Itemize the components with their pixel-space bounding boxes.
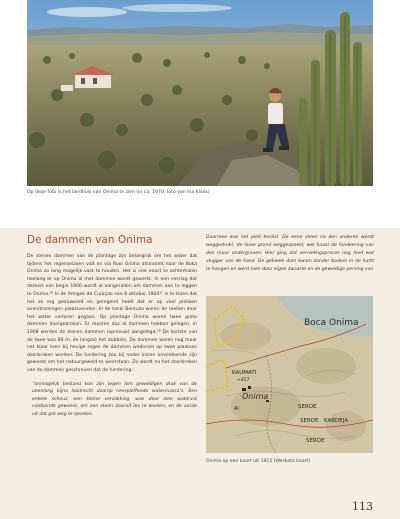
body-paragraph: De stenen dammen van de plantage zijn belangrijk om het water dat tijdens het regenseizoen valt en via Rooi Onima afstroomt naar de Boka Onima zo lang mogelijk vast te houden. Het is niet exact te achterhalen hoelang er op Onima al met dammen wordt gewerkt. In een verslag dat dateert van begin 1900 wordt al aangeraden om dammen aan te leggen te Onima.¹⁶ In de Amigoe de Curaçao van 8 oktober 1904¹⁷ is te lezen dat het zo erg geonweerd en geregend heeft dat er op veel plekken overstromingen plaatsvonden. In de tanki Bentuza waren de teelten door het water verloren gegaan. Op plantage Onima waren twee grote dammen doorgebroken. Er moeten dus al dammen hebben gelegen. In 1908 werden de stenen dammen (opnieuw) aangelegd.¹⁸ De kortste van de twee was 80 m, de langste het dubbele. De dammen waren nog maar net klaar toen bij hevige regen de dammen wederom op twee plaatsen doorbraken werden. De fundering zou bij nader inzien onvoldoende zijn geweest om het natuurgeweld te weerstaan. Zo wordt na het doorbreken van de dammen geschreven dat de fundering: (27, 254, 197, 373)
left-column (27, 234, 197, 418)
map-label-seroe: SEROE (298, 404, 317, 410)
page-number: 113 (352, 500, 373, 513)
right-quote: Daarmee was het pleit beslist. De eene steen na den anderen wordt weggedrukt, de losse grond weggespoeld, wel haast de fundeering van den muur ondergraven. Hier ging dat vernielingsproces nog heel wat vlugger van de hand. De geheele dam kwam zonder bodem in de lucht te hangen en werd toen door eigen zwaarte en de geweldige persing van (206, 235, 374, 272)
map-label-kabdeja: KABDEJA (324, 418, 349, 424)
photo-caption: Op deze foto is het landhuis van Onima te zien (in ca. 1970, foto van Ina Kloos) (27, 190, 210, 195)
block-quote: “onmogelijk bestand kon zijn tegen den geweldigen druk van de ueenlang bijna loodrecht daarop neerploffende watermassa’s. Een enkele scheuz, een kleine verzakking, was door zien waterval voldoende geweest, om een steen daaruit los te woelen, en de aarde uit dat gat weg te spoelen. (32, 381, 197, 417)
map-label-kaumati: KAUMATI (232, 370, 257, 376)
map-label-ai: Ai (234, 406, 239, 412)
landhuis-photo (27, 0, 373, 186)
map-label-onima: Onima (242, 392, 269, 401)
section-title: De dammen van Onima (27, 234, 153, 246)
werbata-map (206, 296, 373, 453)
map-caption: Onima op een kaart uit 1915 (Werbata kaart) (206, 459, 311, 464)
map-label-kaumati-num: +457 (237, 378, 250, 383)
map-label-seroe-bottom: SEROE (306, 438, 325, 444)
map-label-seroe-kabdeja: SEROE (300, 418, 319, 424)
right-column (206, 234, 374, 274)
map-label-boca: Boca Onima (304, 318, 359, 328)
